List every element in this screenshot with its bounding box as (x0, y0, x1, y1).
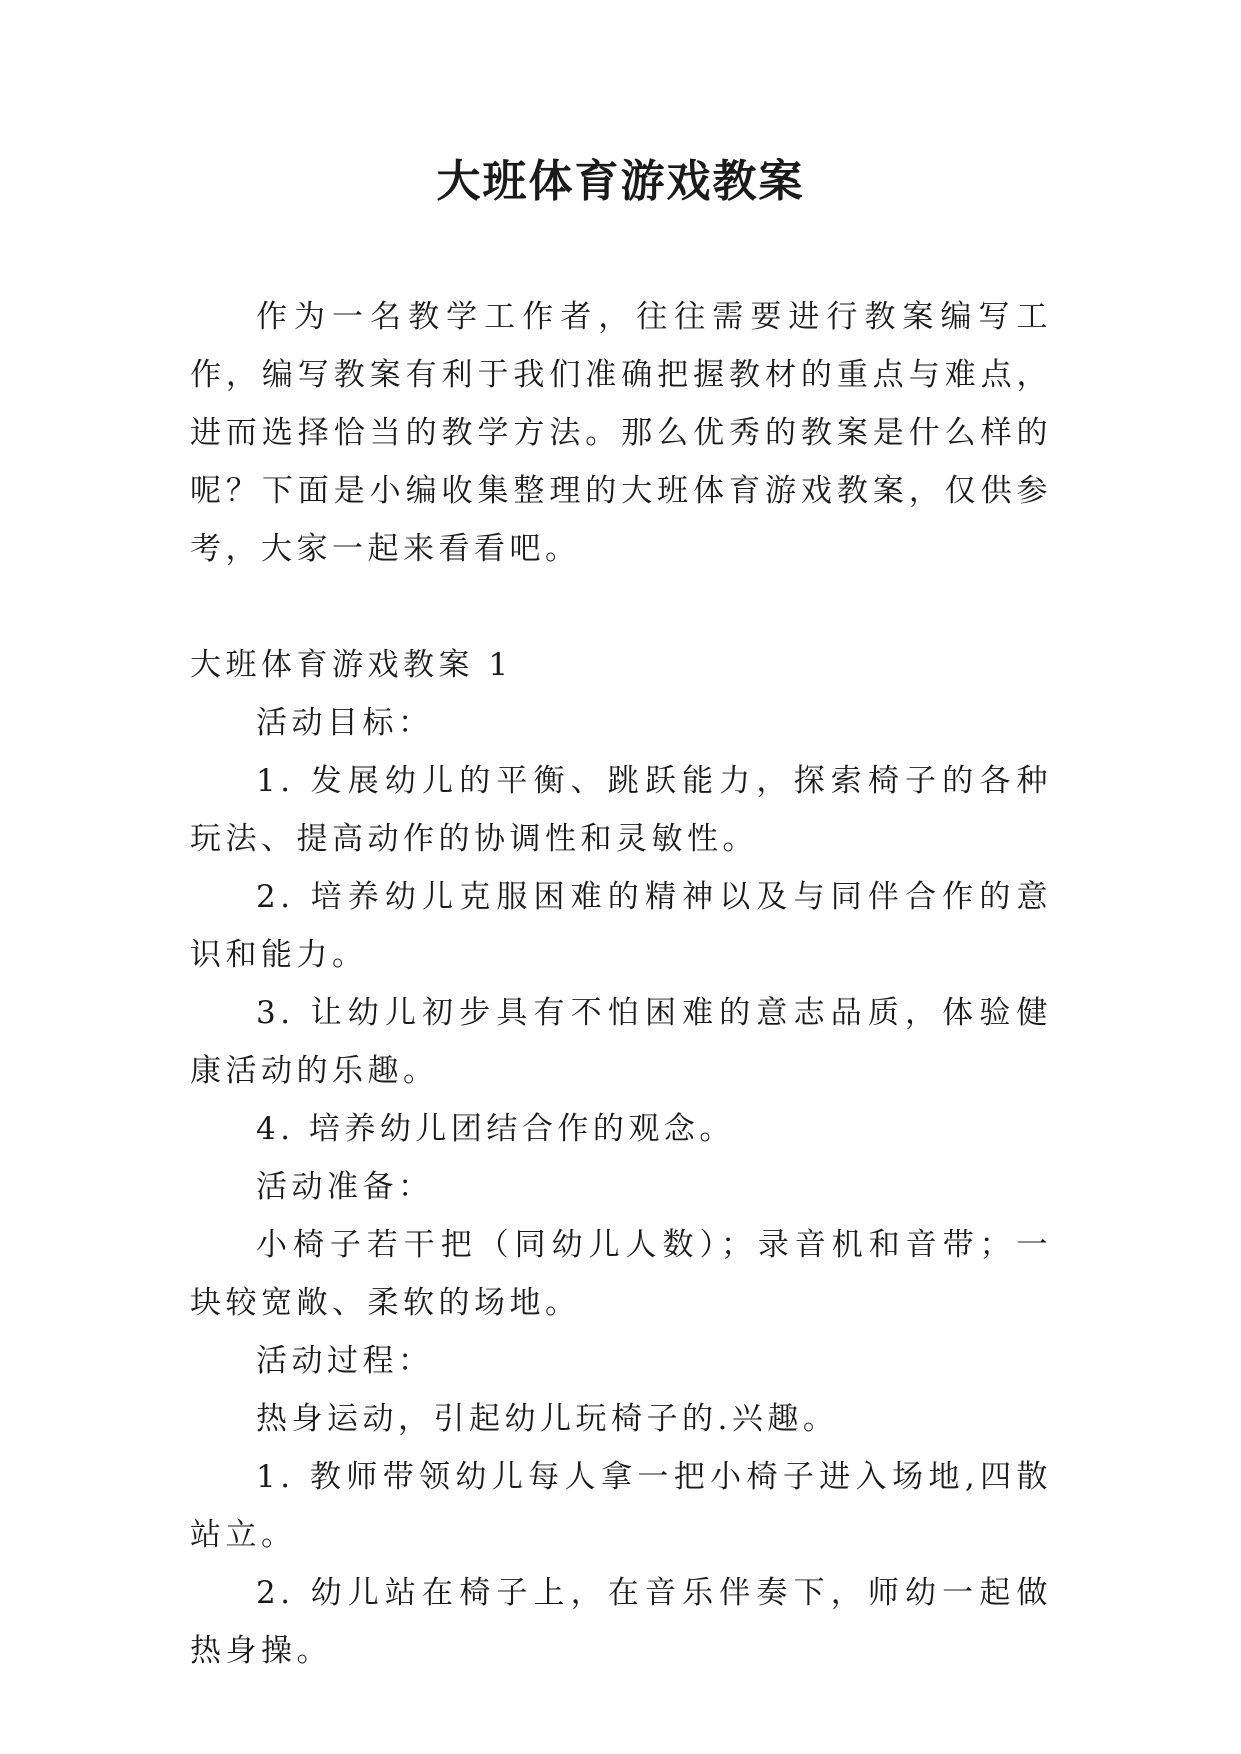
section-heading: 大班体育游戏教案 1 (190, 647, 513, 683)
prep-text: 小椅子若干把（同幼儿人数）；录音机和音带；一块较宽敞、柔软的场地。 (190, 1227, 1052, 1321)
goal-item-3: 3. 让幼儿初步具有不怕困难的意志品质，体验健康活动的乐趣。 (190, 995, 1052, 1089)
warmup-text: 热身运动，引起幼儿玩椅子的.兴趣。 (256, 1401, 839, 1437)
step-item-2: 2. 幼儿站在椅子上，在音乐伴奏下，师幼一起做热身操。 (190, 1575, 1052, 1669)
goal-item-4: 4. 培养幼儿团结合作的观念。 (256, 1111, 735, 1147)
document-title: 大班体育游戏教案 (436, 156, 805, 207)
intro-paragraph: 作为一名教学工作者，往往需要进行教案编写工作，编写教案有利于我们准确把握教材的重点与难点，进而选择恰当的教学方法。那么优秀的教案是什么样的呢？下面是小编收集整理的大班体育游戏教案，仅供参考，大家一起来看看吧。 (190, 299, 1052, 567)
goal-item-1: 1. 发展幼儿的平衡、跳跃能力，探索椅子的各种玩法、提高动作的协调性和灵敏性。 (190, 763, 1052, 857)
step-item-1: 1. 教师带领幼儿每人拿一把小椅子进入场地,四散站立。 (190, 1459, 1052, 1553)
prep-label: 活动准备： (256, 1169, 434, 1205)
process-label: 活动过程： (256, 1343, 434, 1379)
goals-label: 活动目标： (256, 705, 434, 741)
section-1 (190, 636, 1052, 1680)
goal-item-2: 2. 培养幼儿克服困难的精神以及与同伴合作的意识和能力。 (190, 879, 1052, 973)
